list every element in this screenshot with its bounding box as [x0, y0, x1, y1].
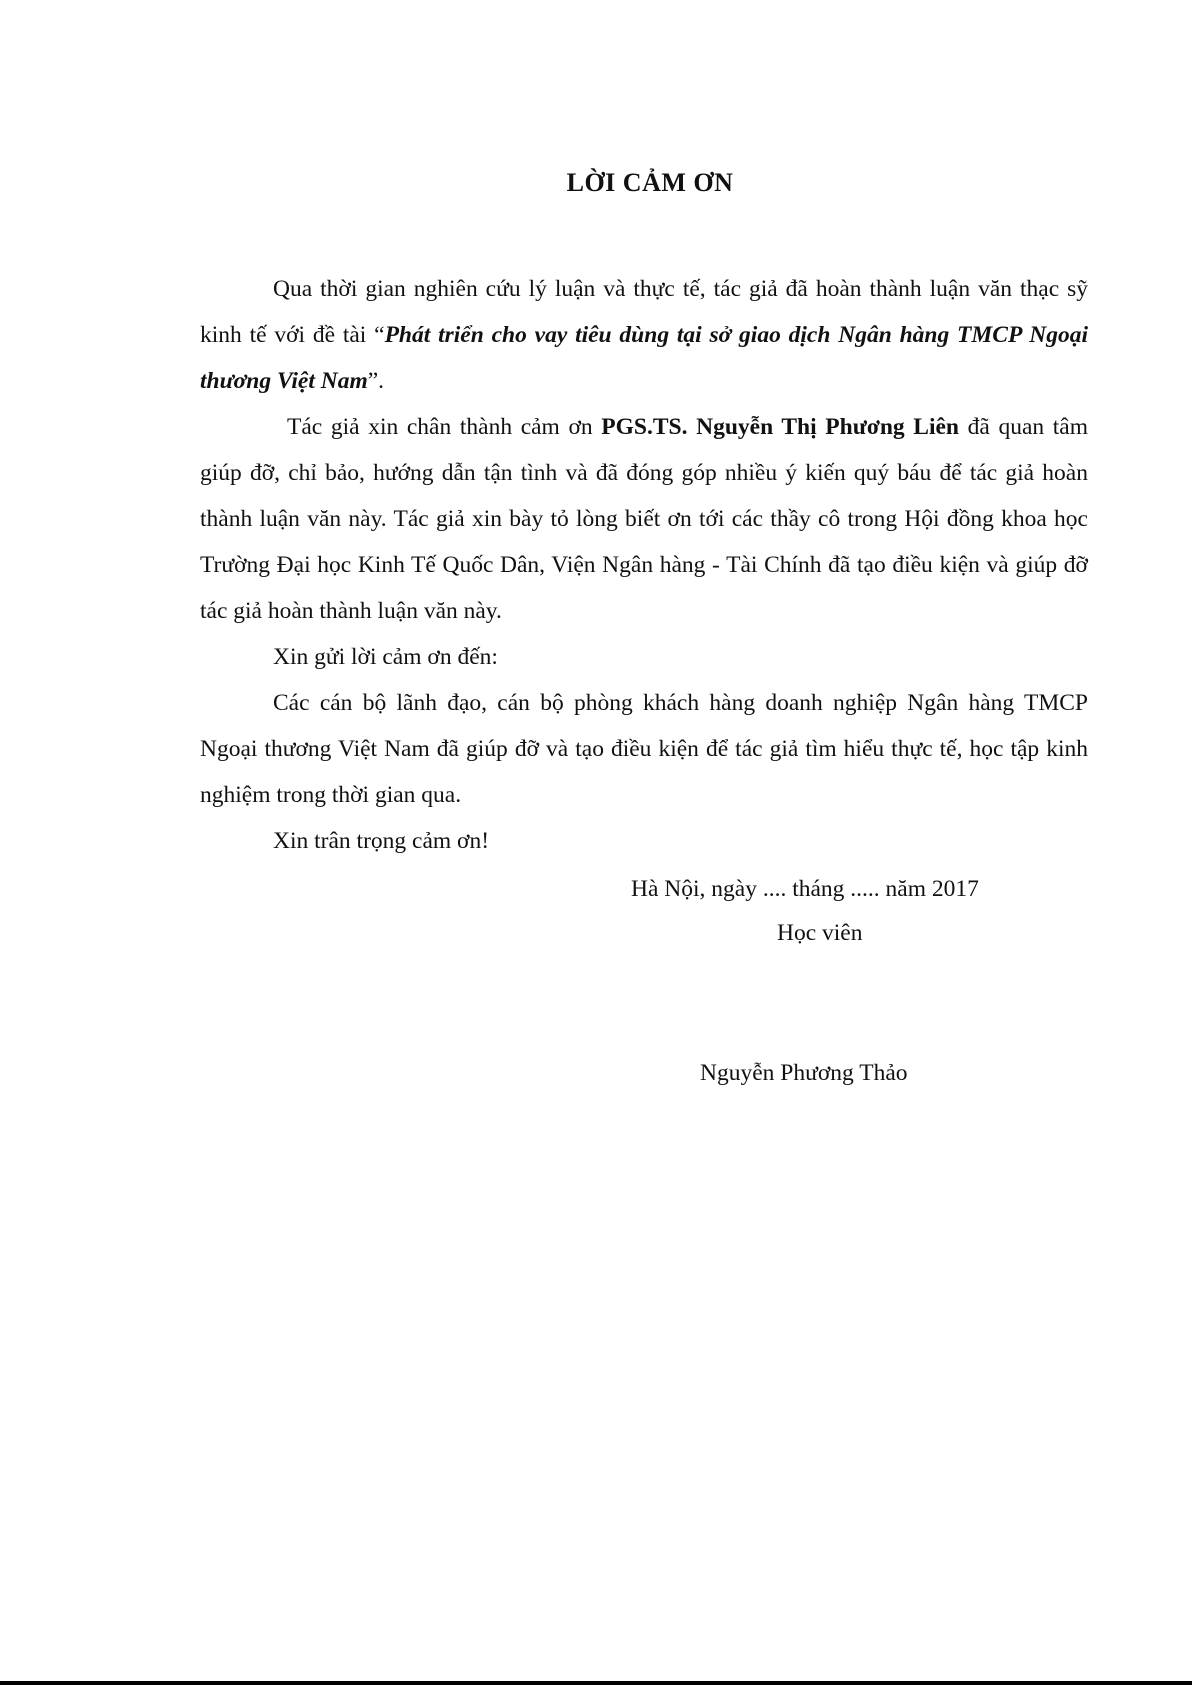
- paragraph-intro: [200, 266, 1088, 404]
- acknowledgement-body: [200, 266, 1088, 864]
- advisor-name: PGS.TS. Nguyễn Thị Phương Liên: [601, 414, 959, 440]
- page-title: LỜI CẢM ƠN: [566, 168, 734, 197]
- signature-name: Nguyễn Phương Thảo: [700, 1060, 908, 1086]
- intro-text: Qua thời gian nghiên cứu lý luận và thực tế, tác giả đã hoàn thành luận văn thạc sỹ kinh tế với đề tài “: [200, 276, 1088, 348]
- page-bottom-border: [0, 1681, 1192, 1685]
- paragraph-advisor: [200, 404, 1088, 634]
- paragraph-staff: Các cán bộ lãnh đạo, cán bộ phòng khách hàng doanh nghiệp Ngân hàng TMCP Ngoại thương Việt Nam đã giúp đỡ và tạo điều kiện để tác giả tìm hiểu thực tế, học tập kinh nghiệm trong thời gian qua.: [200, 690, 1088, 808]
- thesis-title: Phát triển cho vay tiêu dùng tại sở giao dịch Ngân hàng TMCP Ngoại thương Việt Nam: [200, 322, 1088, 394]
- signature-date: Hà Nội, ngày .... tháng ..... năm 2017: [631, 876, 979, 902]
- intro-closing: ”.: [367, 368, 385, 394]
- signature-role: Học viên: [777, 920, 863, 946]
- advisor-text-before: Tác giả xin chân thành cảm ơn: [287, 414, 602, 440]
- paragraph-thanks-to: Xin gửi lời cảm ơn đến:: [273, 644, 498, 670]
- paragraph-closing: Xin trân trọng cảm ơn!: [273, 828, 490, 854]
- advisor-text-after: đã quan tâm giúp đỡ, chỉ bảo, hướng dẫn tận tình và đã đóng góp nhiều ý kiến quý báu để tác giả hoàn thành luận văn này. Tác giả xin bày tỏ lòng biết ơn tới các thầy cô trong Hội đồng khoa học Trường Đại học Kinh Tế Quốc Dân, Viện Ngân hàng - Tài Chính đã tạo điều kiện và giúp đỡ tác giả hoàn thành luận văn này.: [200, 414, 1089, 624]
